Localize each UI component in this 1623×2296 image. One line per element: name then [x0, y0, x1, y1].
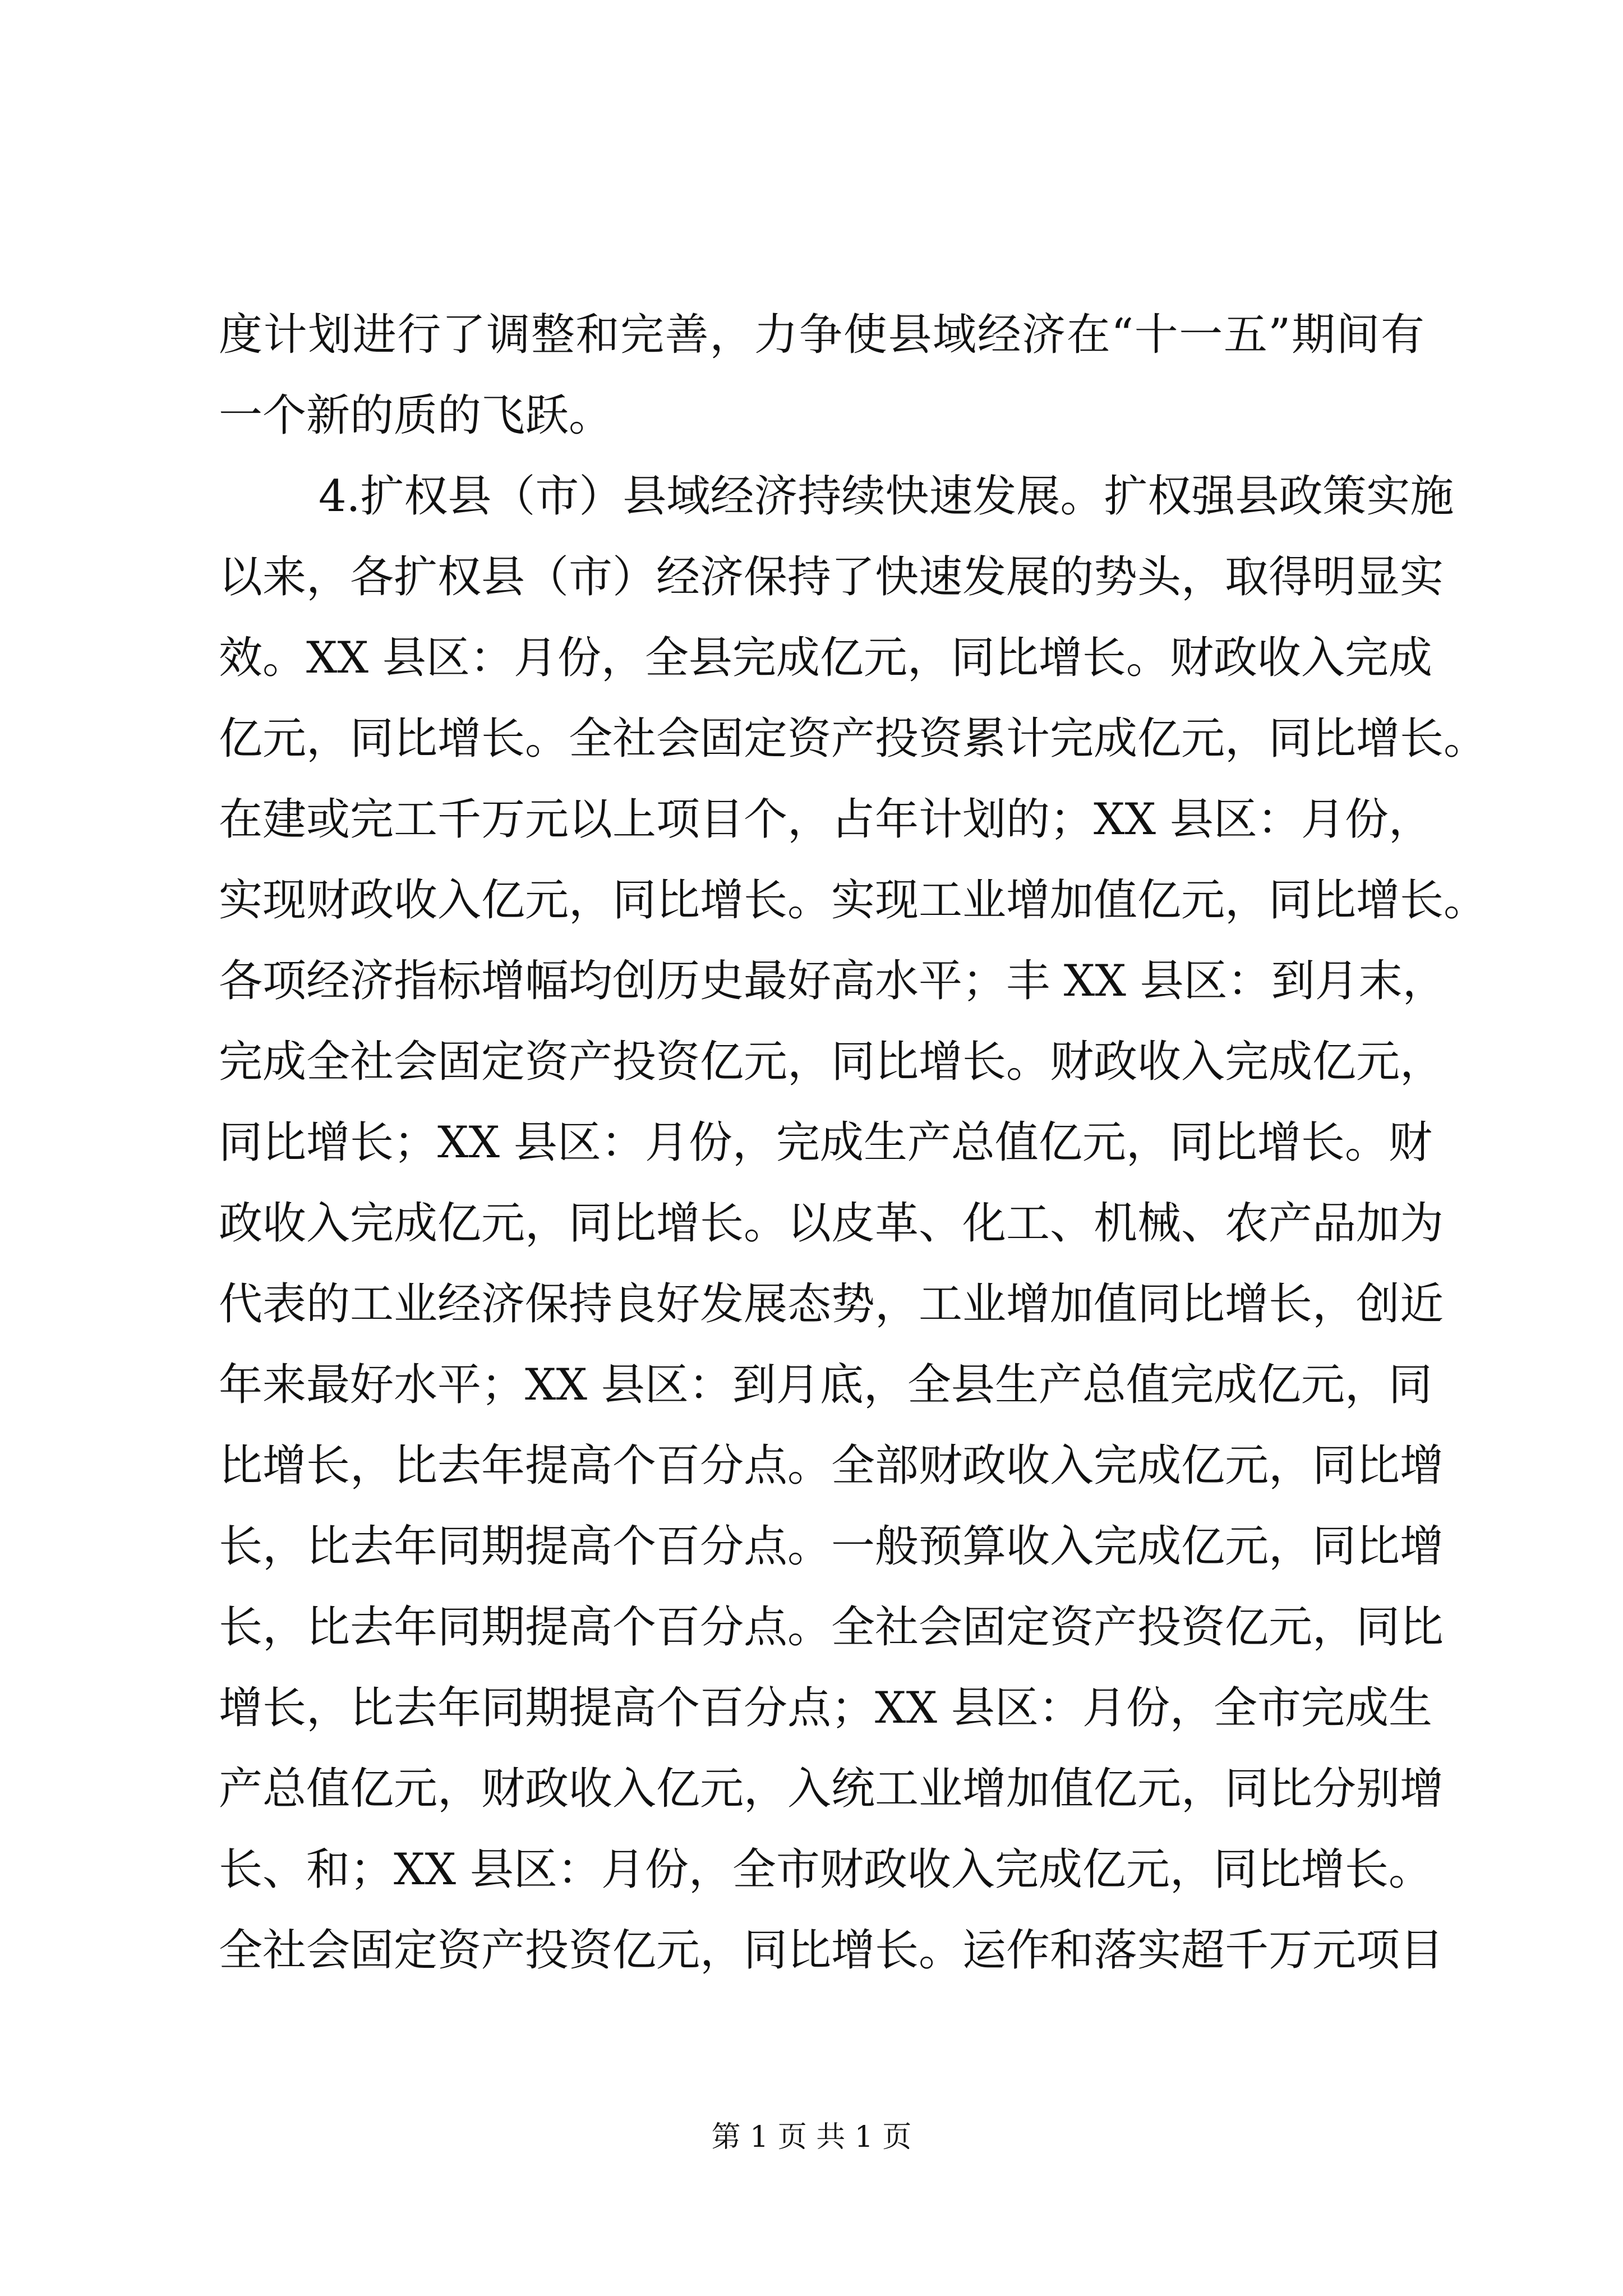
text-line: 代表的工业经济保持良好发展态势，工业增加值同比增长，创近 — [219, 1279, 1444, 1329]
text-line: 长，比去年同期提高个百分点。一般预算收入完成亿元，同比增 — [219, 1521, 1444, 1572]
text-line: 长，比去年同期提高个百分点。全社会固定资产投资亿元，同比 — [219, 1602, 1444, 1653]
text-line: 产总值亿元，财政收入亿元，入统工业增加值亿元，同比分别增 — [219, 1764, 1444, 1814]
text-line: 长、和；XX 县区：月份，全市财政收入完成亿元，同比增长。 — [219, 1844, 1432, 1895]
page-footer — [0, 2118, 1623, 2157]
text-line: 同比增长；XX 县区：月份，完成生产总值亿元，同比增长。财 — [219, 1117, 1432, 1168]
text-line: 度计划进行了调整和完善，力争使县域经济在“十一五”期间有 — [219, 310, 1424, 360]
text-line: 增长，比去年同期提高个百分点；XX 县区：月份，全市完成生 — [219, 1683, 1432, 1733]
text-line: 比增长，比去年提高个百分点。全部财政收入完成亿元，同比增 — [219, 1441, 1444, 1491]
text-line: 各项经济指标增幅均创历史最好高水平；丰 XX 县区：到月末， — [219, 956, 1446, 1006]
text-line: 效。XX 县区：月份，全县完成亿元，同比增长。财政收入完成 — [219, 633, 1432, 683]
text-line: 全社会固定资产投资亿元，同比增长。运作和落实超千万元项目 — [219, 1925, 1444, 1976]
text-line: 亿元，同比增长。全社会固定资产投资累计完成亿元，同比增长。 — [219, 714, 1488, 764]
text-line: 完成全社会固定资产投资亿元，同比增长。财政收入完成亿元， — [219, 1037, 1444, 1087]
page-number-label: 第 1 页 共 1 页 — [711, 2120, 912, 2154]
text-line: 在建或完工千万元以上项目个，占年计划的；XX 县区：月份， — [219, 794, 1432, 845]
text-line: 实现财政收入亿元，同比增长。实现工业增加值亿元，同比增长。 — [219, 875, 1488, 926]
document-body — [219, 295, 1488, 1991]
text-line: 4.扩权县（市）县域经济持续快速发展。扩权强县政策实施 — [319, 471, 1454, 522]
text-line: 以来，各扩权县（市）经济保持了快速发展的势头，取得明显实 — [219, 552, 1444, 602]
text-line: 政收入完成亿元，同比增长。以皮革、化工、机械、农产品加为 — [219, 1198, 1444, 1249]
text-line: 年来最好水平；XX 县区：到月底，全县生产总值完成亿元，同 — [219, 1360, 1432, 1410]
text-line: 一个新的质的飞跃。 — [219, 390, 613, 441]
